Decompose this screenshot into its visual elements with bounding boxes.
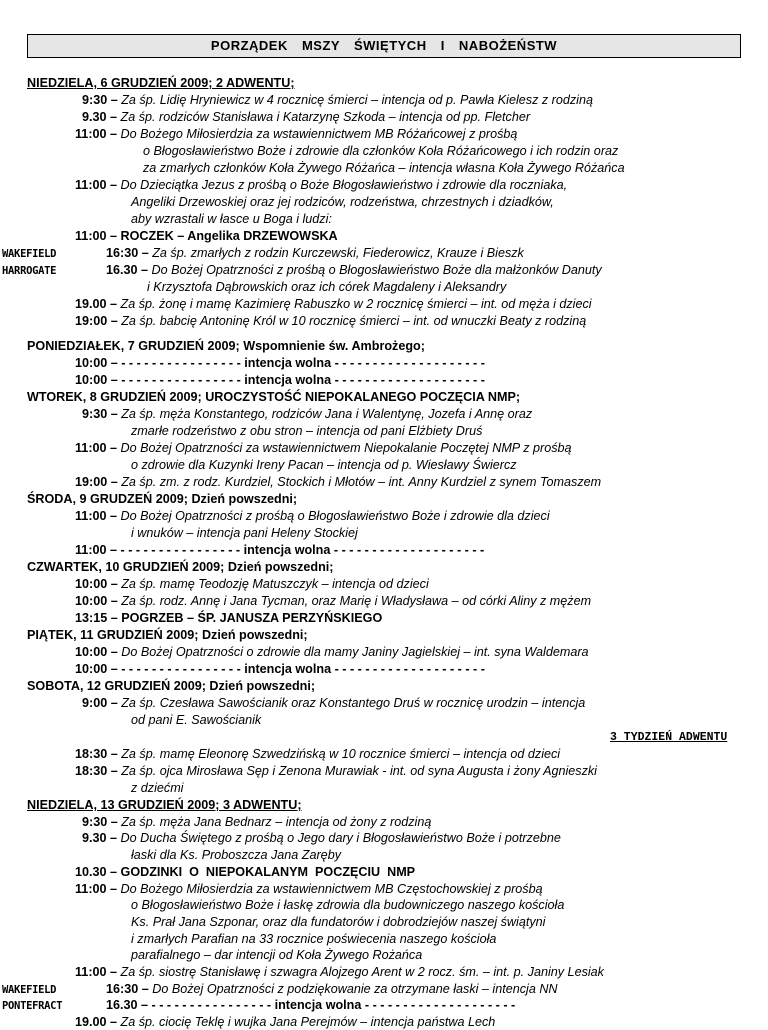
schedule-line: [131, 212, 332, 227]
schedule-line: [131, 713, 261, 728]
schedule-line: [75, 594, 591, 609]
line-text: 18:30 –: [75, 764, 122, 778]
schedule-line: [75, 356, 485, 371]
line-text: aby wzrastali w łasce u Boga i ludzi:: [131, 212, 332, 226]
line-text: 19:00 –: [75, 475, 122, 489]
line-text: CZWARTEK, 10 GRUDZIEŃ 2009; Dzień powszedni;: [27, 560, 334, 574]
line-text: 9.30 –: [82, 831, 121, 845]
schedule-line: [2, 263, 56, 279]
schedule-line: [131, 932, 496, 947]
schedule-line: [106, 998, 515, 1013]
schedule-line: [82, 831, 561, 846]
schedule-line: [75, 764, 597, 779]
line-text: 10:00 –: [75, 577, 122, 591]
line-text: Za śp. zm. z rodz. Kurdziel, Stockich i Młotów – int. Anny Kurdziel z synem Tomaszem: [121, 475, 602, 489]
schedule-line: [143, 161, 625, 176]
line-text: Za śp. babcię Antoninę Król w 10 rocznicę śmierci – int. od wnuczki Beaty z rodziną: [121, 314, 587, 328]
schedule-line: [131, 948, 422, 963]
schedule-line: [75, 611, 382, 626]
line-text: 9:30 –: [82, 815, 122, 829]
line-text: Do Bożej Opatrzności z prośbą o Błogosławieństwo Boże dla małżonków Danuty: [151, 263, 602, 277]
schedule-line: [75, 178, 567, 193]
line-text: Do Bożego Miłosierdzia za wstawiennictwem MB Różańcowej z prośbą: [120, 127, 518, 141]
schedule-line: [131, 781, 183, 796]
line-text: Do Bożej Opatrzności o zdrowie dla mamy Janiny Jagielskiej – int. syna Waldemara: [121, 645, 589, 659]
line-text: o Błogosławieństwo Boże i łaskę zdrowia dla budowniczego naszego kościoła: [131, 898, 565, 912]
schedule-line: [131, 458, 517, 473]
line-text: 18:30 –: [75, 747, 122, 761]
line-text: 19.00 –: [75, 1015, 121, 1029]
line-text: 16.30 – - - - - - - - - - - - - - - - - intencja wolna - - - - - - - - - - - - - - - - - - - -: [106, 998, 516, 1012]
line-text: 9:00 –: [82, 696, 122, 710]
line-text: zmarłe rodzeństwo z obu stron – intencja od pani Elżbiety Druś: [131, 424, 483, 438]
line-text: ŚRODA, 9 GRUDZEŃ 2009; Dzień powszedni;: [27, 492, 298, 506]
line-text: Za śp. Lidię Hryniewicz w 4 rocznicę śmierci – intencja od p. Pawła Kielesz z rodziną: [121, 93, 593, 107]
line-text: 11:00 –: [75, 509, 121, 523]
schedule-line: [75, 1015, 495, 1030]
line-text: Za śp. mamę Teodozję Matuszczyk – intencja od dzieci: [121, 577, 429, 591]
schedule-line: [2, 998, 62, 1014]
line-text: Za śp. ciocię Teklę i wujka Jana Perejmów – intencja państwa Lech: [120, 1015, 496, 1029]
schedule-line: [75, 509, 550, 524]
line-text: i Krzysztofa Dąbrowskich oraz ich córek Magdaleny i Aleksandry: [147, 280, 507, 294]
line-text: Za śp. rodziców Stanisława i Katarzynę Szkoda – intencja od pp. Fletcher: [120, 110, 531, 124]
schedule-line: [75, 577, 429, 592]
line-text: Za śp. męża Jana Bednarz – intencja od żony z rodziną: [121, 815, 432, 829]
line-text: i zmarłych Parafian na 33 rocznice poświecenia naszego kościoła: [131, 932, 497, 946]
schedule-line: [131, 848, 341, 863]
schedule-line: [131, 898, 564, 913]
line-text: z dziećmi: [131, 781, 184, 795]
line-text: parafialnego – dar intencji od Koła Żywego Rożańca: [131, 948, 423, 962]
line-text: Do Bożej Opatrzności z prośbą o Błogosławieństwo Boże i zdrowie dla dzieci: [120, 509, 550, 523]
line-text: 11:00 –: [75, 882, 121, 896]
line-text: Za śp. siostrę Stanisławę i szwagra Alojzego Arent w 2 rocz. śm. – int. p. Janiny Lesiak: [120, 965, 604, 979]
line-text: 10:00 – - - - - - - - - - - - - - - - - intencja wolna - - - - - - - - - - - - - - - - - - - -: [75, 373, 485, 387]
schedule-line: [75, 297, 592, 312]
schedule-line: [75, 543, 484, 558]
schedule-line: [27, 679, 315, 694]
schedule-line: [75, 747, 560, 762]
line-text: SOBOTA, 12 GRUDZIEŃ 2009; Dzień powszedni;: [27, 679, 316, 693]
schedule-line: [27, 492, 297, 507]
line-text: Do Dzieciątka Jezus z prośbą o Boże Błogosławieństwo i zdrowie dla roczniaka,: [120, 178, 568, 192]
line-text: Za śp. zmarłych z rodzin Kurczewski, Fiederowicz, Krauze i Bieszk: [152, 246, 524, 260]
schedule-line: [75, 441, 572, 456]
schedule-line: [75, 475, 601, 490]
line-text: 11:00 –: [75, 441, 121, 455]
schedule-line: [75, 662, 485, 677]
line-text: 9:30 –: [82, 93, 122, 107]
line-text: Za śp. żonę i mamę Kazimierę Rabuszko w 2 rocznicę śmierci – int. od męża i dzieci: [120, 297, 592, 311]
schedule-line: [106, 246, 524, 261]
schedule-line: [75, 314, 586, 329]
line-text: 9:30 –: [82, 407, 122, 421]
line-text: PIĄTEK, 11 GRUDZIEŃ 2009; Dzień powszedni;: [27, 628, 308, 642]
schedule-line: [75, 229, 338, 244]
schedule-line: [75, 882, 543, 897]
line-text: WTOREK, 8 GRUDZIEŃ 2009; UROCZYSTOŚĆ NIEPOKALANEGO POCZĘCIA NMP;: [27, 390, 521, 404]
line-text: 10:00 –: [75, 645, 122, 659]
line-text: Za śp. rodz. Annę i Jana Tycman, oraz Marię i Władysława – od córki Aliny z mężem: [121, 594, 592, 608]
location-label: HARROGATE: [2, 265, 57, 277]
line-text: za zmarłych członków Koła Żywego Różańca – intencja własna Koła Żywego Różańca: [143, 161, 625, 175]
line-text: Angeliki Drzewoskiej oraz jej rodziców, rodzeństwa, chrzestnych i dziadków,: [131, 195, 554, 209]
schedule-line: [82, 815, 431, 830]
line-text: Za śp. ojca Mirosława Sęp i Zenona Murawiak - int. od syna Augusta i żony Agnieszki: [121, 764, 597, 778]
location-label: WAKEFIELD: [2, 984, 57, 996]
line-text: 16.30 –: [106, 263, 152, 277]
schedule-line: [143, 144, 618, 159]
line-text: łaski dla Ks. Proboszcza Jana Zaręby: [131, 848, 341, 862]
line-text: Ks. Prał Jana Szponar, oraz dla fundatorów i dobrodziejów naszej świątyni: [131, 915, 546, 929]
schedule-line: [27, 628, 308, 643]
line-text: PONIEDZIAŁEK, 7 GRUDZIEŃ 2009; Wspomnienie św. Ambrożego;: [27, 339, 425, 353]
schedule-line: [27, 76, 295, 91]
schedule-line: [131, 915, 545, 930]
line-text: i wnuków – intencja pani Heleny Stockiej: [131, 526, 358, 540]
line-text: 16:30 –: [106, 246, 153, 260]
line-text: Za śp. mamę Eleonorę Szwedzińską w 10 rocznice śmierci – intencja od dzieci: [121, 747, 561, 761]
schedule-line: [75, 965, 604, 980]
schedule-line: [610, 729, 727, 745]
line-text: Do Bożej Opatrzności za wstawiennictwem Niepokalanie Poczętej NMP z prośbą: [120, 441, 572, 455]
line-text: 11:00 – - - - - - - - - - - - - - - - - intencja wolna - - - - - - - - - - - - - - - - - - - -: [75, 543, 485, 557]
schedule-line: [82, 696, 585, 711]
line-text: 11:00 –: [75, 965, 121, 979]
schedule-line: [75, 865, 415, 880]
line-text: Za śp. Czesława Sawościanik oraz Konstantego Druś w rocznicę urodzin – intencja: [121, 696, 586, 710]
line-text: Do Bożego Miłosierdzia za wstawiennictwem MB Częstochowskiej z prośbą: [120, 882, 543, 896]
schedule-line: [106, 263, 602, 278]
line-text: 11:00 –: [75, 127, 121, 141]
line-text: od pani E. Sawościanik: [131, 713, 262, 727]
location-label: PONTEFRACT: [2, 1000, 63, 1012]
schedule-line: [106, 982, 558, 997]
schedule-line: [27, 798, 302, 813]
line-text: Do Bożej Opatrzności z podziękowanie za otrzymane łaski – intencja NN: [152, 982, 558, 996]
week-marker: 3 TYDZIEŃ ADWENTU: [610, 731, 728, 744]
line-text: o Błogosławieństwo Boże i zdrowie dla członków Koła Różańcowego i ich rodzin oraz: [143, 144, 619, 158]
schedule-line: [2, 246, 56, 262]
schedule-line: [82, 407, 532, 422]
line-text: 16:30 –: [106, 982, 153, 996]
schedule-line: [27, 560, 334, 575]
schedule-line: [131, 195, 554, 210]
line-text: 11:00 –: [75, 178, 121, 192]
line-text: 10:00 –: [75, 594, 122, 608]
schedule-line: [2, 982, 56, 998]
line-text: 19:00 –: [75, 314, 122, 328]
line-text: 19.00 –: [75, 297, 121, 311]
page-title: PORZĄDEK MSZY ŚWIĘTYCH I NABOŻEŃSTW: [27, 34, 741, 58]
schedule-line: [82, 93, 593, 108]
schedule-line: [82, 110, 530, 125]
schedule-line: [131, 424, 482, 439]
schedule-line: [75, 127, 517, 142]
line-text: Do Ducha Świętego z prośbą o Jego dary i Błogosławieństwo Boże i potrzebne: [120, 831, 561, 845]
line-text: NIEDZIELA, 13 GRUDZIEŃ 2009; 3 ADWENTU;: [27, 798, 302, 812]
line-text: NIEDZIELA, 6 GRUDZIEŃ 2009; 2 ADWENTU;: [27, 76, 295, 90]
line-text: 11:00 – ROCZEK – Angelika DRZEWOWSKA: [75, 229, 338, 243]
line-text: 10:00 – - - - - - - - - - - - - - - - - intencja wolna - - - - - - - - - - - - - - - - - - - -: [75, 662, 485, 676]
line-text: 10.30 – GODZINKI O NIEPOKALANYM POCZĘCIU NMP: [75, 865, 416, 879]
line-text: 10:00 – - - - - - - - - - - - - - - - - intencja wolna - - - - - - - - - - - - - - - - - - - -: [75, 356, 485, 370]
schedule-line: [147, 280, 506, 295]
schedule-line: [27, 390, 520, 405]
line-text: 9.30 –: [82, 110, 121, 124]
schedule-line: [75, 645, 589, 660]
line-text: 13:15 – POGRZEB – ŚP. JANUSZA PERZYŃSKIEGO: [75, 611, 383, 625]
schedule-line: [131, 526, 358, 541]
location-label: WAKEFIELD: [2, 248, 57, 260]
schedule-line: [27, 339, 425, 354]
schedule-line: [75, 373, 485, 388]
line-text: o zdrowie dla Kuzynki Ireny Pacan – intencja od p. Wiesławy Świercz: [131, 458, 517, 472]
line-text: Za śp. męża Konstantego, rodziców Jana i Walentynę, Jozefa i Annę oraz: [121, 407, 533, 421]
